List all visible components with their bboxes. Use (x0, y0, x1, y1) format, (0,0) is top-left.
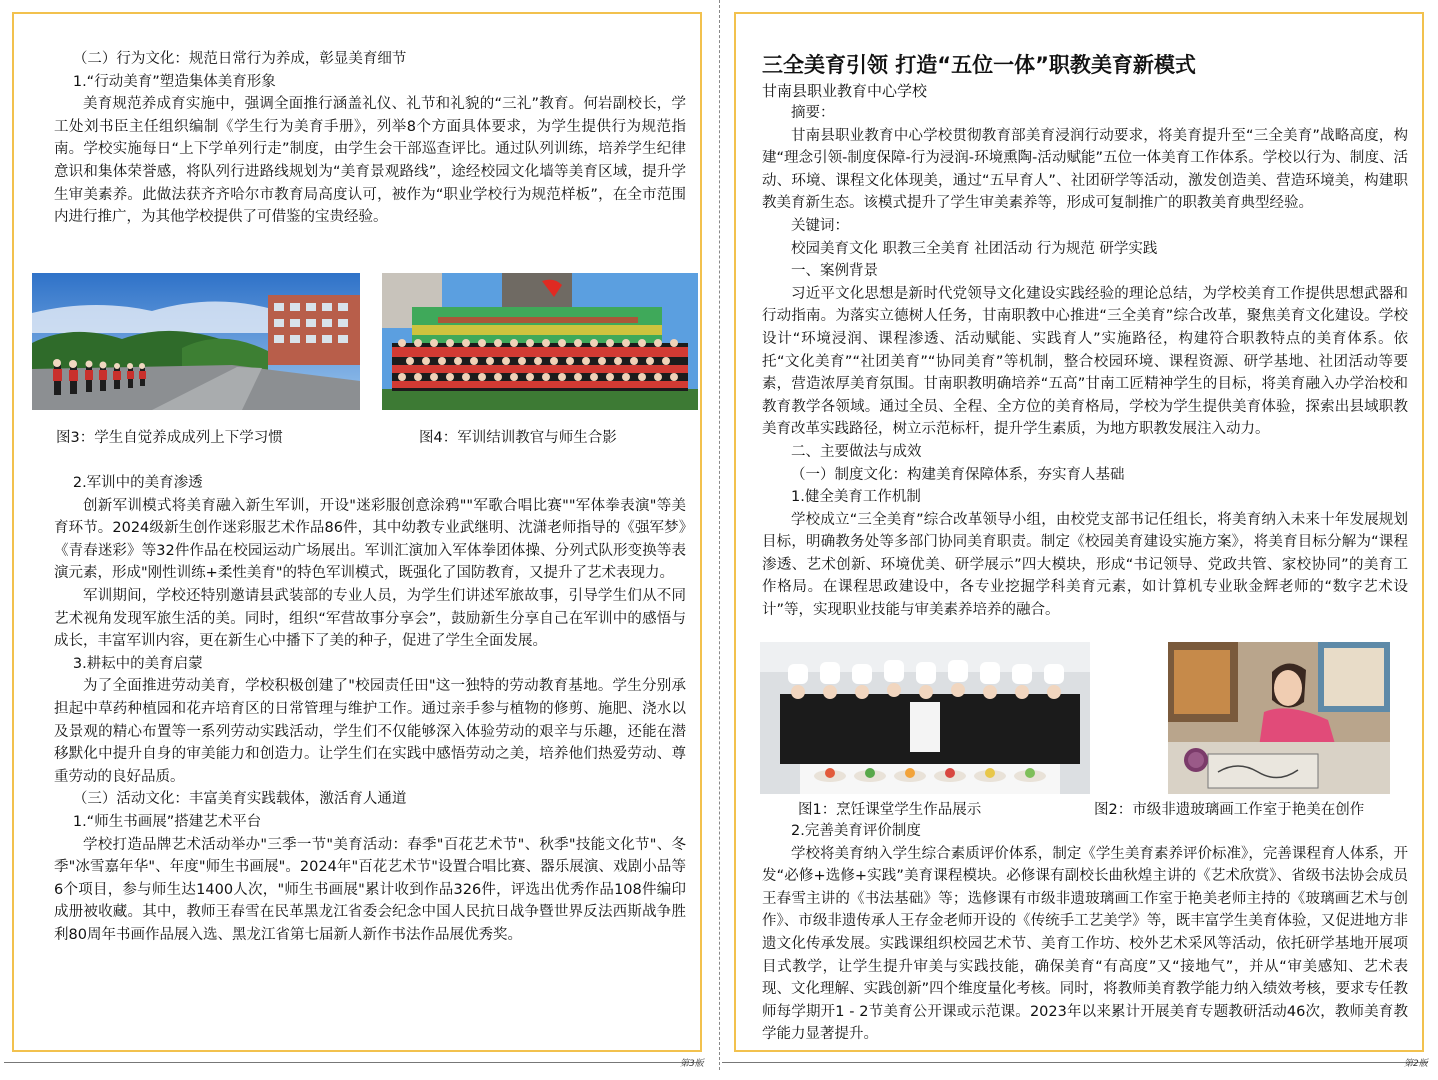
subsection-heading-system: （一）制度文化：构建美育保障体系，夯实育人基础 (791, 466, 1125, 483)
figure-1-caption: 图1：烹饪课堂学生作品展示 (798, 802, 982, 818)
left-bottom-text (54, 472, 686, 946)
paragraph-behavior: 美育规范养成育实施中，强调全面推行涵盖礼仪、礼节和礼貌的“三礼”教育。何岩副校长，学工处刘书臣主任组织编制《学生行为美育手册》，列举8个方面具体要求，为学生提供行为规范指南。学校实施每日“上下学单列行走”制度，由学生会干部巡查评比。通过队列训练，培养学生纪律意识和集体荣誉感，将队列行进路线规划为“美育景观路线”，途经校园文化墙等美育区域，提升学生审美素养。此做法获齐齐哈尔市教育局高度认可，被作为“职业学校行为规范样板”，在全市范围内进行推广，为其他学校提供了可借鉴的宝贵经验。 (54, 96, 686, 226)
left-page-number: 第3版 (680, 1059, 704, 1069)
keywords-text: 校园美育文化 职教三全美育 社团活动 行为规范 研学实践 (791, 240, 1158, 257)
figure-4-photo (382, 273, 698, 410)
keywords-label: 关键词： (791, 217, 849, 234)
abstract-text: 甘南县职业教育中心学校贯彻教育部美育浸润行动要求，将美育提升至“三全美育”战略高度，构建“理念引领-制度保障-行为浸润-环境熏陶-活动赋能”五位一体美育工作体系。学校以行为、制度、活动、环境、课程文化体现美，通过“五早育人”、社团研学等活动，激发创造美、营造环境美，构建职教美育新生态。该模式提升了学生审美素养等，形成可复制推广的职教美育典型经验。 (762, 127, 1408, 212)
paragraph-mechanism: 学校成立“三全美育”综合改革领导小组，由校党支部书记任组长，将美育纳入未来十年发展规划目标，明确教务处等多部门协同美育职责。制定《校园美育建设实施方案》，将美育目标分解为“课程渗透、艺术创新、环境优美、研学展示”四大模块，形成“书记领导、党政共管、家校协同”的美育工作格局。在课程思政建设中，各专业挖掘学科美育元素，如计算机专业耿金辉老师的“数字艺术设计”等，实现职业技能与审美素养培养的融合。 (762, 511, 1408, 619)
paragraph-military-training: 创新军训模式将美育融入新生军训，开设"迷彩服创意涂鸦""军歌合唱比赛""军体拳表演"等美育环节。2024级新生创作迷彩服艺术作品86件，其中幼教专业武继明、沈潇老师指导的《强军梦》《青春迷彩》等32件作品在校园运动广场展出。军训汇演加入军体拳团体操、分列式队形变换等表演元素，形成"刚性训练+柔性美育"的特色军训模式，既强化了国防教育，又提升了艺术表现力。 (54, 497, 686, 582)
left-footer-rule (4, 1062, 700, 1063)
section-heading-activity: （三）活动文化：丰富美育实践载体，激活育人通道 (72, 791, 407, 808)
section-heading-behavior: （二）行为文化：规范日常行为养成，彰显美育细节 (72, 51, 407, 67)
paragraph-military-stories: 军训期间，学校还特别邀请县武装部的专业人员，为学生们讲述军旅故事，引导学生们从不同艺术视角发现军旅生活的美。同时，组织“军营故事分享会”，鼓励新生分享自己在军训中的感悟与成长，丰富军训内容，更在新生心中播下了美的种子，促进了学生全面发展。 (54, 587, 686, 650)
figure-3-photo (32, 273, 360, 410)
right-bottom-text (762, 820, 1408, 1046)
figure-4-caption: 图4：军训结训教官与师生合影 (419, 430, 617, 446)
section-heading-background: 一、案例背景 (791, 263, 878, 280)
subheading-action-aesthetics: 1.“行动美育”塑造集体美育形象 (72, 73, 276, 90)
figure-1-photo (760, 642, 1090, 794)
figure-3-caption: 图3：学生自觉养成成列上下学习惯 (56, 430, 283, 446)
paragraph-farming: 为了全面推进劳动美育，学校积极创建了"校园责任田"这一独特的劳动教育基地。学生分别承担起中草药种植园和花卉培育区的日常管理与维护工作。通过亲手参与植物的修剪、施肥、浇水以及景观的精心布置等一系列劳动实践活动，学生们不仅能够深入体验劳动的艰辛与乐趣，还能在潜移默化中提升自身的审美能力和创造力。让学生们在实践中感悟劳动之美，培养他们热爱劳动、尊重劳动的良好品质。 (54, 678, 686, 785)
figure-2-caption: 图2：市级非遗玻璃画工作室于艳美在创作 (1094, 802, 1365, 818)
article-title: 三全美育引领 打造“五位一体”职教美育新模式 (762, 53, 1196, 77)
left-page (12, 12, 702, 1052)
right-page-number: 第2版 (1404, 1059, 1428, 1069)
abstract-label: 摘要： (791, 105, 835, 121)
paragraph-art-exhibition: 学校打造品牌艺术活动举办"三季一节"美育活动：春季"百花艺术节"、秋季"技能文化节"、冬季"冰雪嘉年华"、年度"师生书画展"。2024年"百花艺术节"设置合唱比赛、器乐展演、戏剧小品等6个项目，参与师生达1400人次，"师生书画展"累计收到作品326件，评选出优秀作品108件编印成册被收藏。其中，教师王春雪在民革黑龙江省委会纪念中国人民抗日战争暨世界反法西斯战争胜利80周年书画作品展入选、黑龙江省第七届新人新作书法作品展优秀奖。 (54, 836, 686, 943)
paragraph-evaluation: 学校将美育纳入学生综合素质评价体系，制定《学生美育素养评价标准》，完善课程育人体系，开发“必修+选修+实践”美育课程模块。必修课有副校长曲秋煌主讲的《艺术欣赏》、省级书法协会成员王春雪主讲的《书法基础》等；选修课有市级非遗玻璃画工作室于艳美老师主持的《玻璃画艺术与创作》、市级非遗传承人王存金老师开设的《传统手工艺美学》等，既丰富学生美育体验，又促进地方非遗文化传承发展。实践课组织校园艺术节、美育工作坊、校外艺术采风等活动，依托研学基地开展项目式教学，让学生提升审美与实践技能，确保美育“有高度”又“接地气”，并从“审美感知、艺术表现、文化理解、实践创新”四个维度量化考核。同时，将教师美育教学能力纳入绩效考核，要求专任教师每学期开1 - 2节美育公开课或示范课。2023年以来累计开展美育专题教研活动46次，教师美育教学能力显著提升。 (762, 845, 1408, 1043)
figure-2-photo (1168, 642, 1390, 794)
center-fold-divider (719, 0, 720, 1070)
subheading-evaluation: 2.完善美育评价制度 (791, 823, 921, 839)
right-footer-rule (722, 1062, 1428, 1063)
section-heading-practices: 二、主要做法与成效 (791, 443, 922, 460)
right-page (734, 12, 1424, 1052)
right-top-text (762, 50, 1408, 622)
subheading-military-training: 2.军训中的美育渗透 (72, 475, 203, 491)
paragraph-background: 习近平文化思想是新时代党领导文化建设实践经验的理论总结，为学校美育工作提供思想武器和行动指南。为落实立德树人任务，甘南职教中心推进“三全美育”综合改革，聚焦美育文化建设。学校设计“环境浸润、课程渗透、活动赋能、实践育人”实施路径，构建符合职教特点的美育体系。依托“文化美育”“社团美育”“协同美育”等机制，整合校园环境、课程资源、研学基地、社团活动等要素，营造浓厚美育氛围。甘南职教明确培养“五高”甘南工匠精神学生的目标，将美育融入办学治校和教育教学各领域。通过全员、全程、全方位的美育格局，学校为学生提供美育体验，探索出县域职教美育改革实践路径，树立示范标杆，提升学生素质，为地方职教发展注入动力。 (762, 285, 1408, 438)
subheading-mechanism: 1.健全美育工作机制 (791, 489, 921, 506)
subheading-farming: 3.耕耘中的美育启蒙 (72, 655, 203, 672)
left-top-text (54, 48, 686, 229)
article-author: 甘南县职业教育中心学校 (762, 82, 928, 100)
subheading-art-exhibition: 1.“师生书画展”搭建艺术平台 (72, 813, 262, 830)
